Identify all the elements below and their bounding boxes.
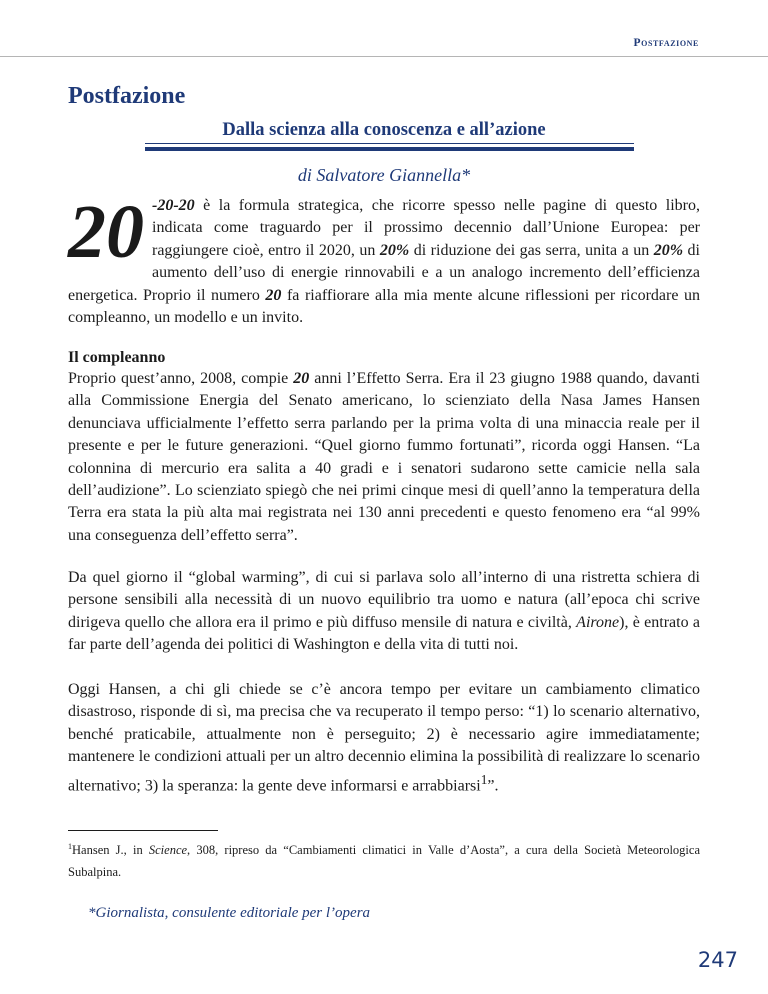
p2-text-a: Da quel giorno il “global warming”, di cui si parlava solo all’interno di una ristretta schiera di persone sensibili alla necessità di un nuovo equilibrio tra uomo e natura (all’epoca chi scrive dirigeva quello che allora era il primo e più diffuso mensile di natura e civiltà, xyxy=(68,569,700,631)
p1-bold: 20 xyxy=(293,370,310,387)
paragraph-3 xyxy=(68,679,700,797)
paragraph-1 xyxy=(68,368,700,547)
chapter-subtitle: Dalla scienza alla conoscenza e all’azione xyxy=(222,120,546,140)
intro-paragraph xyxy=(68,190,701,329)
p2-text-b: ), è entrato a far parte dell’agenda dei politici di Washington e della vita di tutti noi. xyxy=(68,613,701,654)
paragraph-2 xyxy=(68,567,700,657)
footnote-journal: Science xyxy=(148,843,188,858)
intro-text-1: è la formula strategica, che ricorre spesso nelle pagine di questo libro, indicata come traguardo per il prossimo decennio dall’Unione Europea: per raggiungere cioè, entro il 2020, un xyxy=(152,197,700,259)
p1-text-b: anni l’Effetto Serra. Era il 23 giugno 1988 quando, davanti alla Commissione Energia del Senato americano, lo scienziato della Nasa James Hansen denunciava ufficialmente l’effetto serra parlando per la prima volta di una minaccia reale per il presente e per le future generazioni. “Quel giorno fummo fortunati”, ricorda oggi Hansen. “La colonnina di mercurio era salita a 40 gradi e i senatori sudarono sette camicie nella sala dell’audizione”. Lo scienziato spiegò che nei primi cinque mesi di quell’anno la temperatura della Terra era stata la più alta mai registrata nei 130 anni precedenti e questo fenomeno era “al 99% una conseguenza dell’effetto serra”. xyxy=(68,370,701,544)
footnote-marker: 1 xyxy=(68,842,72,851)
footnote-ref[interactable]: 1 xyxy=(480,771,488,787)
intro-lead: -20-20 xyxy=(152,197,195,214)
author-byline: di Salvatore Giannella* xyxy=(297,165,471,185)
footnote-text-a: Hansen J., in xyxy=(72,843,149,858)
intro-bold-3: 20 xyxy=(265,286,282,304)
intro-text-4: fa riaffiorare alla mia mente alcune riflessioni per ricordare un compleanno, un modello e un invito. xyxy=(68,286,701,327)
section-heading: Il compleanno xyxy=(68,349,166,366)
author-note: *Giornalista, consulente editoriale per l’opera xyxy=(88,905,371,921)
p3-text: Oggi Hansen, a chi gli chiede se c’è ancora tempo per evitare un cambiamento climatico disastroso, risponde di sì, ma precisa che va recuperato il tempo perso: “1) lo scenario alternativo, benché praticabile, attualmente non è perseguito; 2) è necessario agire immediatamente; mantenere le condizioni attuali per un altro decennio elimina la possibilità di realizzare lo scenario alternativo; 3) la speranza: la gente deve informarsi e arrabbiarsi xyxy=(68,681,700,794)
p3-end: ”. xyxy=(487,776,499,794)
running-header: Postfazione xyxy=(633,37,699,49)
intro-text-3: di aumento dell’uso di energie rinnovabili e a un analogo incremento dell’efficienza energetica. Proprio il numero xyxy=(68,241,701,304)
p1-text-a: Proprio quest’anno, 2008, compie xyxy=(68,370,294,387)
intro-bold-2: 20% xyxy=(653,241,684,259)
subtitle-rule-thick xyxy=(145,147,634,151)
page-number: 247 xyxy=(697,948,738,972)
intro-bold-1: 20% xyxy=(379,241,410,259)
drop-cap: 20 xyxy=(68,190,144,274)
intro-text-2: di riduzione dei gas serra, unita a un xyxy=(409,241,654,259)
footnote-text-b: , 308, ripreso da “Cambiamenti climatici in Valle d’Aosta”, a cura della Società Meteorologica Subalpina. xyxy=(68,843,701,880)
subtitle-rule-thin xyxy=(145,143,634,144)
footnote xyxy=(68,836,700,883)
chapter-title: Postfazione xyxy=(68,83,186,109)
header-rule xyxy=(0,56,768,57)
p2-italic: Airone xyxy=(576,613,620,631)
footnote-rule xyxy=(68,830,218,831)
